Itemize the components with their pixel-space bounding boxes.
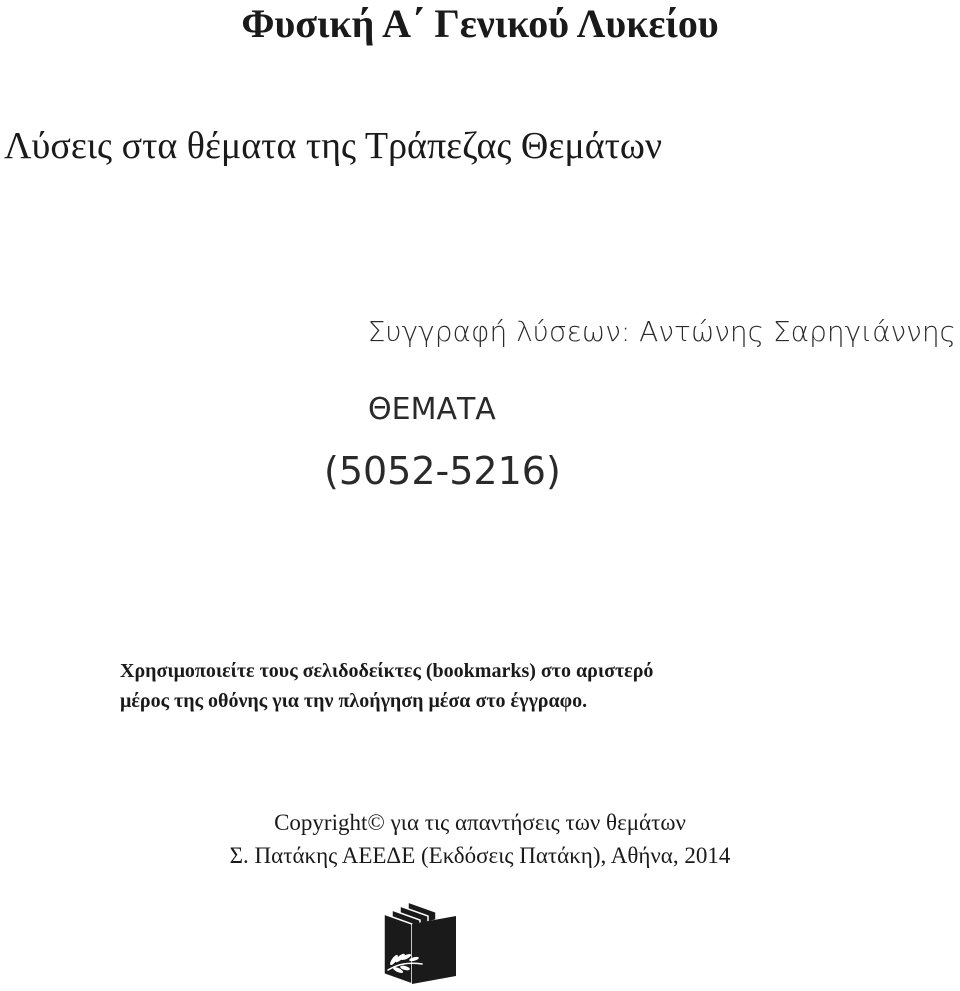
bookmarks-note (120, 656, 653, 716)
document-subtitle: Λύσεις στα θέματα της Τράπεζας Θεμάτων (4, 125, 663, 167)
bookmarks-note-line-2: μέρος της οθόνης για την πλοήγηση μέσα στο έγγραφο. (120, 690, 588, 712)
copyright-notice (0, 806, 960, 872)
document-title: Φυσική Α΄ Γενικού Λυκείου (241, 1, 719, 46)
author-line: Συγγραφή λύσεων: Αντώνης Σαρηγιάννης (367, 315, 956, 348)
copyright-line-2: Σ. Πατάκης ΑΕΕΔΕ (Εκδόσεις Πατάκη), Αθήνα, 2014 (229, 843, 731, 868)
copyright-line-1: Copyright© για τις απαντήσεις των θεμάτων (274, 810, 686, 835)
publisher-logo-icon (378, 898, 462, 986)
themata-range: (5052-5216) (324, 449, 561, 493)
bookmarks-note-line-1: Χρησιμοποιείτε τους σελιδοδείκτες (bookmarks) στο αριστερό (120, 660, 654, 682)
themata-label: ΘΕΜΑΤΑ (368, 392, 496, 427)
